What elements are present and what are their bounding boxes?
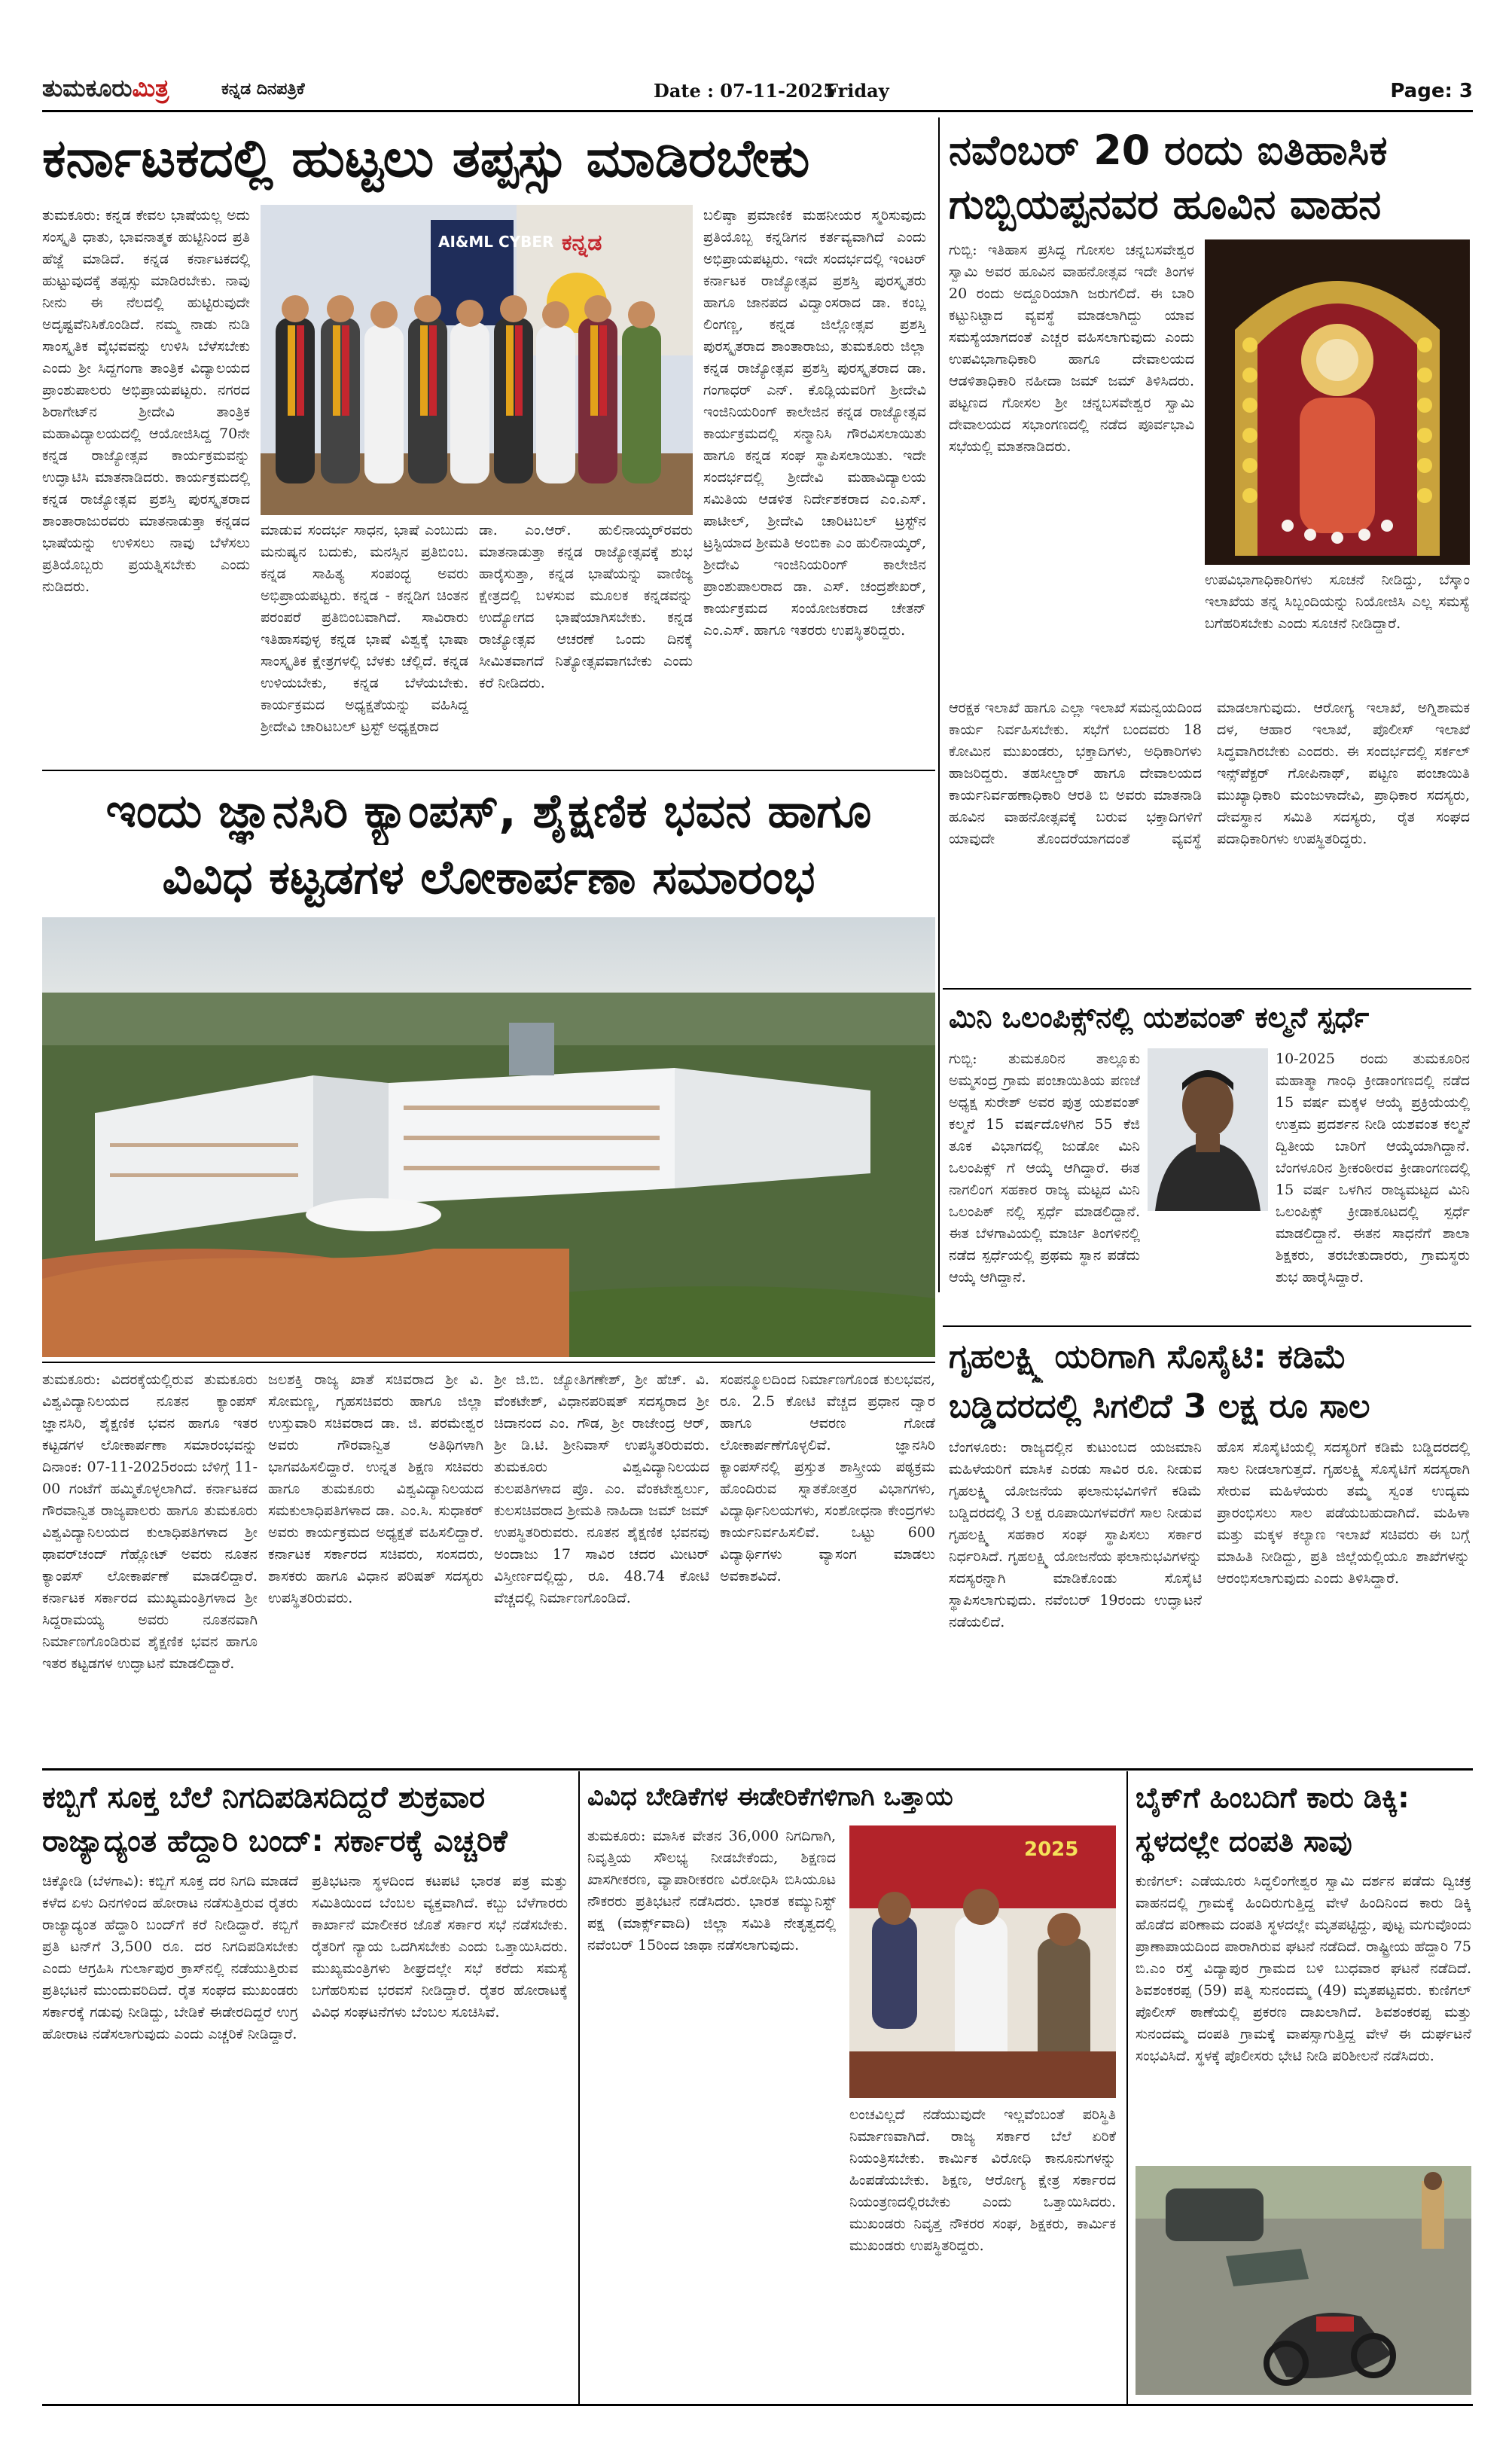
athlete-photo [1148,1048,1268,1211]
page-bottom-rule [42,2404,1473,2406]
masthead-rule [42,110,1473,112]
story7-headline: ವಿವಿಧ ಬೇಡಿಕೆಗಳ ಈಡೇರಿಕೆಗಳಿಗಾಗಿ ಒತ್ತಾಯ [587,1782,953,1812]
story5-headline-line2: ಬಡ್ಡಿದರದಲ್ಲಿ ಸಿಗಲಿದೆ 3 ಲಕ್ಷ ರೂ ಸಾಲ [949,1387,1370,1426]
story8-text: ಕುಣಿಗಲ್: ಎಡೆಯೂರು ಸಿದ್ಧಲಿಂಗೇಶ್ವರ ಸ್ವಾಮಿ ದರ್ಶನ ಪಡೆದು ದ್ವಿಚಕ್ರ ವಾಹನದಲ್ಲಿ ಗ್ರಾಮಕ್ಕೆ ಹಿಂದಿರುಗುತ್ತಿದ್ದ ವೇಳೆ ಹಿಂದಿನಿಂದ ಕಾರು ಡಿಕ್ಕಿ ಹೊಡೆದ ಪರಿಣಾಮ ದಂಪತಿ ಸ್ಥಳದಲ್ಲೇ ಮೃತಪಟ್ಟಿದ್ದು, ಪುಟ್ಟ ಮಗುವೊಂದು ಪ್ರಾಣಾಪಾಯದಿಂದ ಪಾರಾಗಿರುವ ಘಟನೆ ನಡೆದಿದೆ. ರಾಷ್ಟ್ರೀಯ ಹೆದ್ದಾರಿ 75 ಬಿ.ಎಂ ರಸ್ತೆ ವಿದ್ಯಾಪುರ ಗ್ರಾಮದ ಬಳಿ ಬುಧವಾರ ಘಟನೆ ನಡೆದಿದೆ. ಶಿವಶಂಕರಪ್ಪ (59) ಪತ್ನಿ ಸುನಂದಮ್ಮ (49) ಮೃತಪಟ್ಟವರು. ಕುಣಿಗಲ್ ಪೊಲೀಸ್ ಠಾಣೆಯಲ್ಲಿ ಪ್ರಕರಣ ದಾಖಲಾಗಿದೆ. ಶಿವಶಂಕರಪ್ಪ ಮತ್ತು ಸುನಂದಮ್ಮ ದಂಪತಿ ಗ್ರಾಮಕ್ಕೆ ವಾಪಸ್ಸಾಗುತ್ತಿದ್ದ ವೇಳೆ ಈ ದುರ್ಘಟನೆ ಸಂಭವಿಸಿದೆ. ಸ್ಥಳಕ್ಕೆ ಪೊಲೀಸರು ಭೇಟಿ ನೀಡಿ ಪರಿಶೀಲನೆ ನಡೆಸಿದರು. [1136,1873,1471,2064]
masthead [42,72,1473,105]
story6-headline-line1: ಕಬ್ಬಿಗೆ ಸೂಕ್ತ ಬೆಲೆ ನಿಗದಿಪಡಿಸದಿದ್ದರೆ ಶುಕ್ರವಾರ [42,1780,486,1815]
issue-date: Date : 07-11-2025 [654,80,836,102]
story8-headline-line1: ಬೈಕ್‌ಗೆ ಹಿಂಬದಿಗೆ ಕಾರು ಡಿಕ್ಕಿ: [1136,1781,1410,1814]
story1-bottom-rule [42,770,935,771]
story2-col4: ಸಂಪನ್ಮೂಲದಿಂದ ನಿರ್ಮಾಣಗೊಂಡ ಕುಲಭವನ, ರೂ. 2.5 ಕೋಟಿ ವೆಚ್ಚದ ಪ್ರಧಾನ ದ್ವಾರ ಹಾಗೂ ಆವರಣ ಗೋಡೆ ಲೋಕಾರ್ಪಣೆಗೊಳ್ಳಲಿವೆ. ಜ್ಞಾನಸಿರಿ ಕ್ಯಾಂಪಸ್‌ನಲ್ಲಿ ಪ್ರಸ್ತುತ ಶಾಸ್ತ್ರೀಯ ಪಠ್ಯಕ್ರಮ ಹೊಂದಿರುವ ಸ್ನಾತಕೋತ್ತರ ವಿಭಾಗಗಳು, ವಿದ್ಯಾರ್ಥಿನಿಲಯಗಳು, ಸಂಶೋಧನಾ ಕೇಂದ್ರಗಳು ಕಾರ್ಯನಿರ್ವಹಿಸಲಿವೆ. ಒಟ್ಟು 600 ವಿದ್ಯಾರ್ಥಿಗಳು ವ್ಯಾಸಂಗ ಮಾಡಲು ಅವಕಾಶವಿದೆ. [720,1371,935,1585]
banner-text-kannada: ಕನ್ನಡ [562,230,602,256]
story5-col1: ಬೆಂಗಳೂರು: ರಾಜ್ಯದಲ್ಲಿನ ಕುಟುಂಬದ ಯಜಮಾನಿ ಮಹಿಳೆಯರಿಗೆ ಮಾಸಿಕ ಎರಡು ಸಾವಿರ ರೂ. ನೀಡುವ ಗೃಹಲಕ್ಷ್ಮಿ ಯೋಜನೆಯ ಫಲಾನುಭವಿಗಳಿಗೆ ಕಡಿಮೆ ಬಡ್ಡಿದರದಲ್ಲಿ 3 ಲಕ್ಷ ರೂಪಾಯಿಗಳವರೆಗೆ ಸಾಲ ನೀಡುವ ಗೃಹಲಕ್ಷ್ಮಿ ಸಹಕಾರ ಸಂಘ ಸ್ಥಾಪಿಸಲು ಸರ್ಕಾರ ನಿರ್ಧರಿಸಿದೆ. ಗೃಹಲಕ್ಷ್ಮಿ ಯೋಜನೆಯ ಫಲಾನುಭವಿಗಳನ್ನು ಸದಸ್ಯರನ್ನಾಗಿ ಮಾಡಿಕೊಂಡು ಸೊಸೈಟಿ ಸ್ಥಾಪಿಸಲಾಗುವುದು. ನವೆಂಬರ್ 19ರಂದು ಉದ್ಘಾಟನೆ ನಡೆಯಲಿದೆ. [949,1439,1202,1630]
story6-col2: ಪ್ರತಿಭಟನಾ ಸ್ಥಳದಿಂದ ಕಟಪಟಿ ಭಾರತ ಪತ್ರ ಮತ್ತು ಸಮಿತಿಯಿಂದ ಬೆಂಬಲ ವ್ಯಕ್ತವಾಗಿದೆ. ಕಬ್ಬು ಬೆಳೆಗಾರರು ಕಾರ್ಖಾನೆ ಮಾಲೀಕರ ಜೊತೆ ಸರ್ಕಾರ ಸಭೆ ನಡೆಸಬೇಕು. ರೈತರಿಗೆ ನ್ಯಾಯ ಒದಗಿಸಬೇಕು ಎಂದು ಒತ್ತಾಯಿಸಿದರು. ಮುಖ್ಯಮಂತ್ರಿಗಳು ಶೀಘ್ರದಲ್ಲೇ ಸಭೆ ಕರೆದು ಸಮಸ್ಯೆ ಬಗೆಹರಿಸುವ ಭರವಸೆ ನೀಡಿದ್ದಾರೆ. ರೈತರ ಹೋರಾಟಕ್ಕೆ ವಿವಿಧ ಸಂಘಟನೆಗಳು ಬೆಂಬಲ ಸೂಚಿಸಿವೆ. [312,1873,568,2021]
story4-bottom-rule [943,1325,1471,1327]
story3-text-right: ಉಪವಿಭಾಗಾಧಿಕಾರಿಗಳು ಸೂಚನೆ ನೀಡಿದ್ದು, ಬೆಸ್ಕಾಂ ಇಲಾಖೆಯ ತನ್ನ ಸಿಬ್ಬಂದಿಯನ್ನು ನಿಯೋಜಿಸಿ ಎಲ್ಲ ಸಮಸ್ಯೆ ಬಗೆಹರಿಸಬೇಕು ಎಂದು ಸೂಚನೆ ನೀಡಿದ್ದಾರೆ. [1205,572,1470,632]
story1-col3: ಡಾ. ಎಂ.ಆರ್. ಹುಲಿನಾಯ್ಕರ್‌ರವರು ಮಾತನಾಡುತ್ತಾ ಕನ್ನಡ ರಾಜ್ಯೋತ್ಸವಕ್ಕೆ ಶುಭ ಹಾರೈಸುತ್ತಾ, ಕನ್ನಡ ಭಾಷೆಯನ್ನು ವಾಣಿಜ್ಯ ಕ್ಷೇತ್ರದಲ್ಲಿ ಬಳಸುವ ಮೂಲಕ ಕನ್ನಡವನ್ನು ಉದ್ಯೋಗದ ಭಾಷೆಯಾಗಿಸಬೇಕು. ಕನ್ನಡ ರಾಜ್ಯೋತ್ಸವ ಆಚರಣೆ ಒಂದು ದಿನಕ್ಕೆ ಸೀಮಿತವಾಗದೆ ನಿತ್ಯೋತ್ಸವವಾಗಬೇಕು ಎಂದು ಕರೆ ನೀಡಿದರು. [479,522,693,691]
story2-headline-line1: ಇಂದು ಜ್ಞಾನಸಿರಿ ಕ್ಯಾಂಪಸ್, ಶೈಕ್ಷಣಿಕ ಭವನ ಹಾಗೂ [105,783,872,838]
deity-photo [1205,239,1470,565]
story2-col2: ಜಲಶಕ್ತಿ ರಾಜ್ಯ ಖಾತೆ ಸಚಿವರಾದ ಶ್ರೀ ವಿ. ಸೋಮಣ್ಣ, ಗೃಹಸಚಿವರು ಹಾಗೂ ಜಿಲ್ಲಾ ಉಸ್ತುವಾರಿ ಸಚಿವರಾದ ಡಾ. ಜಿ. ಪರಮೇಶ್ವರ ಅವರು ಗೌರವಾನ್ವಿತ ಅತಿಥಿಗಳಾಗಿ ಭಾಗವಹಿಸಲಿದ್ದಾರೆ. ಉನ್ನತ ಶಿಕ್ಷಣ ಸಚಿವರು ಹಾಗೂ ತುಮಕೂರು ವಿಶ್ವವಿದ್ಯಾನಿಲಯದ ಸಮಕುಲಾಧಿಪತಿಗಳಾದ ಡಾ. ಎಂ.ಸಿ. ಸುಧಾಕರ್ ಅವರು ಕಾರ್ಯಕ್ರಮದ ಅಧ್ಯಕ್ಷತೆ ವಹಿಸಲಿದ್ದಾರೆ. ಕರ್ನಾಟಕ ಸರ್ಕಾರದ ಸಚಿವರು, ಸಂಸದರು, ಶಾಸಕರು ಹಾಗೂ ವಿಧಾನ ಪರಿಷತ್ ಸದಸ್ಯರು ಉಪಸ್ಥಿತರಿರುವರು. [268,1371,483,1606]
story3-text-top: ಗುಬ್ಬಿ: ಇತಿಹಾಸ ಪ್ರಸಿದ್ಧ ಗೋಸಲ ಚನ್ನಬಸವೇಶ್ವರ ಸ್ವಾಮಿ ಅವರ ಹೂವಿನ ವಾಹನೋತ್ಸವ ಇದೇ ತಿಂಗಳ 20 ರಂದು ಅದ್ದೂರಿಯಾಗಿ ಜರುಗಲಿದೆ. ಈ ಬಾರಿ ಕಟ್ಟುನಿಟ್ಟಾದ ವ್ಯವಸ್ಥೆ ಮಾಡಲಾಗಿದ್ದು ಯಾವ ಸಮಸ್ಯೆಯಾಗದಂತೆ ಎಚ್ಚರ ವಹಿಸಲಾಗುವುದು ಎಂದು ಉಪವಿಭಾಗಾಧಿಕಾರಿ ಹಾಗೂ ದೇವಾಲಯದ ಆಡಳಿತಾಧಿಕಾರಿ ನಹೀದಾ ಜಮ್ ಜಮ್ ತಿಳಿಸಿದರು. ಪಟ್ಟಣದ ಗೋಸಲ ಶ್ರೀ ಚನ್ನಬಸವೇಶ್ವರ ಸ್ವಾಮಿ ದೇವಾಲಯದ ಸಭಾಂಗಣದಲ್ಲಿ ನಡೆದ ಪೂರ್ವಭಾವಿ ಸಭೆಯಲ್ಲಿ ಮಾತನಾಡಿದರು. [949,242,1194,455]
story1-col1: ತುಮಕೂರು: ಕನ್ನಡ ಕೇವಲ ಭಾಷೆಯಲ್ಲ ಅದು ಸಂಸ್ಕೃತಿ ಧಾತು, ಭಾವನಾತ್ಮಕ ಹುಟ್ಟಿನಿಂದ ಪ್ರತಿ ಹೆಜ್ಜೆ ಮಾಡಿದೆ. ಕನ್ನಡ ಕರ್ನಾಟಕದಲ್ಲಿ ಹುಟ್ಟುವುದಕ್ಕೆ ತಪ್ಪಸ್ಸು ಮಾಡಿರಬೇಕು. ನಾವು ನೀನು ಈ ನೆಲದಲ್ಲಿ ಹುಟ್ಟಿರುವುದೇ ಅದೃಷ್ಟವೆನಿಸಿಕೊಂಡಿದೆ. ನಮ್ಮ ನಾಡು ನುಡಿ ಸಾಂಸ್ಕೃತಿಕ ವೈಭವವನ್ನು ಉಳಿಸಿ ಬೆಳೆಸಬೇಕು ಎಂದು ಶ್ರೀ ಸಿದ್ದಗಂಗಾ ತಾಂತ್ರಿಕ ವಿದ್ಯಾಲಯದ ಪ್ರಾಂಶುಪಾಲರು ಅಭಿಪ್ರಾಯಪಟ್ಟರು. ನಗರದ ಶಿರಾಗೇಟ್‌ನ ಶ್ರೀದೇವಿ ತಾಂತ್ರಿಕ ಮಹಾವಿದ್ಯಾಲಯದಲ್ಲಿ ಆಯೋಜಿಸಿದ್ದ 70ನೇ ಕನ್ನಡ ರಾಜ್ಯೋತ್ಸವ ಕಾರ್ಯಕ್ರಮವನ್ನು ಉದ್ಘಾಟಿಸಿ ಮಾತನಾಡಿದರು. ಕಾರ್ಯಕ್ರಮದಲ್ಲಿ ಕನ್ನಡ ರಾಜ್ಯೋತ್ಸವ ಪ್ರಶಸ್ತಿ ಪುರಸ್ಕೃತರಾದ ಶಾಂತಾರಾಜುರವರು ಮಾತನಾಡುತ್ತಾ ಕನ್ನಡದ ಭಾಷೆಯನ್ನು ಉಳಿಸಲು ನಾವು ಬೆಳೆಸಲು ಪ್ರತಿಯೊಬ್ಬರು ಪ್ರಯತ್ನಿಸಬೇಕು ಎಂದು ನುಡಿದರು. [42,207,250,595]
story7-col2: ಲಂಚವಿಲ್ಲದೆ ನಡೆಯುವುದೇ ಇಲ್ಲವೆಂಬಂತೆ ಪರಿಸ್ಥಿತಿ ನಿರ್ಮಾಣವಾಗಿದೆ. ರಾಜ್ಯ ಸರ್ಕಾರ ಬೆಲೆ ಏರಿಕೆ ನಿಯಂತ್ರಿಸಬೇಕು. ಕಾರ್ಮಿಕ ವಿರೋಧಿ ಕಾನೂನುಗಳನ್ನು ಹಿಂಪಡೆಯಬೇಕು. ಶಿಕ್ಷಣ, ಆರೋಗ್ಯ ಕ್ಷೇತ್ರ ಸರ್ಕಾರದ ನಿಯಂತ್ರಣದಲ್ಲಿರಬೇಕು ಎಂದು ಒತ್ತಾಯಿಸಿದರು. ಮುಖಂಡರು ನಿವೃತ್ತ ನೌಕರರ ಸಂಘ, ಶಿಕ್ಷಕರು, ಕಾರ್ಮಿಕ ಮುಖಂಡರು ಉಪಸ್ಥಿತರಿದ್ದರು. [849,2106,1116,2254]
story2-col3: ಶ್ರೀ ಜಿ.ಬಿ. ಜ್ಯೋತಿಗಣೇಶ್, ಶ್ರೀ ಹೆಚ್. ವಿ. ವೆಂಕಟೇಶ್, ವಿಧಾನಪರಿಷತ್ ಸದಸ್ಯರಾದ ಶ್ರೀ ಚಿದಾನಂದ ಎಂ. ಗೌಡ, ಶ್ರೀ ರಾಜೇಂದ್ರ ಆರ್, ಶ್ರೀ ಡಿ.ಟಿ. ಶ್ರೀನಿವಾಸ್ ಉಪಸ್ಥಿತರಿರುವರು. ತುಮಕೂರು ವಿಶ್ವವಿದ್ಯಾನಿಲಯದ ಕುಲಪತಿಗಳಾದ ಪ್ರೊ. ಎಂ. ವೆಂಕಟೇಶ್ವರ್ಲು, ಕುಲಸಚಿವರಾದ ಶ್ರೀಮತಿ ನಾಹಿದಾ ಜಮ್ ಜಮ್ ಉಪಸ್ಥಿತರಿರುವರು. ನೂತನ ಶೈಕ್ಷಣಿಕ ಭವನವು ಅಂದಾಜು 17 ಸಾವಿರ ಚದರ ಮೀಟರ್ ವಿಸ್ತೀರ್ಣದಲ್ಲಿದ್ದು, ರೂ. 48.74 ಕೋಟಿ ವೆಚ್ಚದಲ್ಲಿ ನಿರ್ಮಾಣಗೊಂಡಿದೆ. [494,1371,709,1606]
story3-headline-line2: ಗುಬ್ಬಿಯಪ್ಪನವರ ಹೂವಿನ ವಾಹನ [949,181,1382,228]
story8-headline-line2: ಸ್ಥಳದಲ್ಲೇ ದಂಪತಿ ಸಾವು [1136,1825,1352,1858]
story6-col1: ಚಿಕ್ಕೋಡಿ (ಬೆಳಗಾವಿ): ಕಬ್ಬಿಗೆ ಸೂಕ್ತ ದರ ನಿಗದಿ ಮಾಡದೆ ಕಳೆದ ಏಳು ದಿನಗಳಿಂದ ಹೋರಾಟ ನಡೆಸುತ್ತಿರುವ ರೈತರು ರಾಜ್ಯಾದ್ಯಂತ ಹೆದ್ದಾರಿ ಬಂದ್‌ಗೆ ಕರೆ ನೀಡಿದ್ದಾರೆ. ಕಬ್ಬಿಗೆ ಪ್ರತಿ ಟನ್‌ಗೆ 3,500 ರೂ. ದರ ನಿಗದಿಪಡಿಸಬೇಕು ಎಂದು ಆಗ್ರಹಿಸಿ ಗುರ್ಲಾಪುರ ಕ್ರಾಸ್‌ನಲ್ಲಿ ನಡೆಯುತ್ತಿರುವ ಪ್ರತಿಭಟನೆ ಮುಂದುವರಿದಿದೆ. ರೈತ ಸಂಘದ ಮುಖಂಡರು ಸರ್ಕಾರಕ್ಕೆ ಗಡುವು ನೀಡಿದ್ದು, ಬೇಡಿಕೆ ಈಡೇರದಿದ್ದರೆ ಉಗ್ರ ಹೋರಾಟ ನಡೆಸಲಾಗುವುದು ಎಂದು ಎಚ್ಚರಿಕೆ ನೀಡಿದ್ದಾರೆ. [42,1873,298,2042]
lower-divider-1 [578,1771,580,2404]
story2-photo-rule [42,1362,935,1363]
story3-text-bottom: ಆರಕ್ಷಕ ಇಲಾಖೆ ಹಾಗೂ ಎಲ್ಲಾ ಇಲಾಖೆ ಸಮನ್ವಯದಿಂದ ಕಾರ್ಯ ನಿರ್ವಹಿಸಬೇಕು. ಸಭೆಗೆ ಬಂದವರು 18 ಕೋಮಿನ ಮುಖಂಡರು, ಭಕ್ತಾದಿಗಳು, ಅಧಿಕಾರಿಗಳು ಹಾಜರಿದ್ದರು. ತಹಸೀಲ್ದಾರ್ ಹಾಗೂ ದೇವಾಲಯದ ಕಾರ್ಯನಿರ್ವಹಣಾಧಿಕಾರಿ ಆರತಿ ಬಿ ಅವರು ಮಾತನಾಡಿ ಹೂವಿನ ವಾಹನೋತ್ಸವಕ್ಕೆ ಬರುವ ಭಕ್ತಾದಿಗಳಿಗೆ ಯಾವುದೇ ತೊಂದರೆಯಾಗದಂತೆ ವ್ಯವಸ್ಥೆ ಮಾಡಲಾಗುವುದು. ಆರೋಗ್ಯ ಇಲಾಖೆ, ಅಗ್ನಿಶಾಮಕ ದಳ, ಆಹಾರ ಇಲಾಖೆ, ಪೊಲೀಸ್ ಇಲಾಖೆ ಸಿದ್ಧವಾಗಿರಬೇಕು ಎಂದರು. ಈ ಸಂದರ್ಭದಲ್ಲಿ ಸರ್ಕಲ್ ಇನ್ಸ್‌ಪೆಕ್ಟರ್ ಗೋಪಿನಾಥ್, ಪಟ್ಟಣ ಪಂಚಾಯಿತಿ ಮುಖ್ಯಾಧಿಕಾರಿ ಮಂಜುಳಾದೇವಿ, ಪ್ರಾಧಿಕಾರ ಸದಸ್ಯರು, ದೇವಸ್ಥಾನ ಸಮಿತಿ ಸದಸ್ಯರು, ರೈತ ಸಂಘದ ಪದಾಧಿಕಾರಿಗಳು ಉಪಸ್ಥಿತರಿದ್ದರು. [949,700,1470,847]
story7-col1: ತುಮಕೂರು: ಮಾಸಿಕ ವೇತನ 36,000 ನಿಗದಿಗಾಗಿ, ನಿವೃತ್ತಿಯ ಸೌಲಭ್ಯ ನೀಡಬೇಕೆಂದು, ಶಿಕ್ಷಣದ ಖಾಸಗೀಕರಣ, ವ್ಯಾಪಾರೀಕರಣ ವಿರೋಧಿಸಿ ಬಿಸಿಯೂಟ ನೌಕರರು ಪ್ರತಿಭಟನೆ ನಡೆಸಿದರು. ಭಾರತ ಕಮ್ಯುನಿಸ್ಟ್ ಪಕ್ಷ (ಮಾರ್ಕ್ಸ್‌ವಾದಿ) ಜಿಲ್ಲಾ ಸಮಿತಿ ನೇತೃತ್ವದಲ್ಲಿ ನವೆಂಬರ್ 15ರಿಂದ ಜಾಥಾ ನಡೆಸಲಾಗುವುದು. [587,1828,836,1954]
story3-headline-line1: ನವೆಂಬರ್ 20 ರಂದು ಐತಿಹಾಸಿಕ [949,127,1388,174]
flower-decorated-deity-illustration [1205,239,1470,565]
story4-text-left: ಗುಬ್ಬಿ: ತುಮಕೂರಿನ ತಾಲ್ಲೂಕು ಅಮ್ಮಸಂದ್ರ ಗ್ರಾಮ ಪಂಚಾಯಿತಿಯ ಪಣಜೆ ಅಧ್ಯಕ್ಷ ಸುರೇಶ್ ಅವರ ಪುತ್ರ ಯಶವಂತ್ ಕಲ್ಮನೆ 15 ವರ್ಷದೊಳಗಿನ 55 ಕೆಜಿ ತೂಕ ವಿಭಾಗದಲ್ಲಿ ಜುಡೋ ಮಿನಿ ಒಲಂಪಿಕ್ಸ್ ಗೆ ಆಯ್ಕೆ ಆಗಿದ್ದಾರೆ. ಈತ ನಾಗಲಿಂಗ ಸಹಕಾರ ರಾಜ್ಯ ಮಟ್ಟದ ಮಿನಿ ಒಲಂಪಿಕ್ ನಲ್ಲಿ ಸ್ಪರ್ಧೆ ಮಾಡಲಿದ್ದಾನೆ. ಈತ ಬೆಳಗಾವಿಯಲ್ಲಿ ಮಾರ್ಚಿ ತಿಂಗಳಿನಲ್ಲಿ ನಡೆದ ಸ್ಪರ್ಧೆಯಲ್ಲಿ ಪ್ರಥಮ ಸ್ಥಾನ ಪಡೆದು ಆಯ್ಕೆ ಆಗಿದ್ದಾನೆ. [949,1051,1140,1286]
newspaper-logo: ತುಮಕೂರುಮಿತ್ರ [42,74,169,102]
story6-headline-line2: ರಾಜ್ಯಾದ್ಯಂತ ಹೆದ್ದಾರಿ ಬಂದ್: ಸರ್ಕಾರಕ್ಕೆ ಎಚ್ಚರಿಕೆ [42,1824,508,1859]
story5-headline-line1: ಗೃಹಲಕ್ಷ್ಮಿ ಯರಿಗಾಗಿ ಸೊಸೈಟಿ: ಕಡಿಮೆ [949,1337,1347,1376]
lower-divider-2 [1126,1771,1128,2404]
story5-col2: ಹೊಸ ಸೊಸೈಟಿಯಲ್ಲಿ ಸದಸ್ಯರಿಗೆ ಕಡಿಮೆ ಬಡ್ಡಿದರದಲ್ಲಿ ಸಾಲ ನೀಡಲಾಗುತ್ತದೆ. ಗೃಹಲಕ್ಷ್ಮಿ ಸೊಸೈಟಿಗೆ ಸದಸ್ಯರಾಗಿ ಸೇರುವ ಮಹಿಳೆಯರು ತಮ್ಮ ಸ್ವಂತ ಉದ್ಯಮ ಪ್ರಾರಂಭಿಸಲು ಸಾಲ ಪಡೆಯಬಹುದಾಗಿದೆ. ಮಹಿಳಾ ಮತ್ತು ಮಕ್ಕಳ ಕಲ್ಯಾಣ ಇಲಾಖೆ ಸಚಿವರು ಈ ಬಗ್ಗೆ ಮಾಹಿತಿ ನೀಡಿದ್ದು, ಪ್ರತಿ ಜಿಲ್ಲೆಯಲ್ಲಿಯೂ ಶಾಖೆಗಳನ್ನು ಆರಂಭಿಸಲಾಗುವುದು ಎಂದು ತಿಳಿಸಿದ್ದಾರೆ. [1217,1439,1470,1587]
page-number: Page: 3 [1390,80,1473,102]
campus-photo [42,917,935,1357]
lower-section-rule [42,1768,1473,1771]
protest-meeting-illustration [849,1825,1116,2098]
story2-headline-line2: ವಿವಿಧ ಕಟ್ಟಡಗಳ ಲೋಕಾರ್ಪಣಾ ಸಮಾರಂಭ [162,849,815,904]
story1-headline: ಕರ್ನಾಟಕದಲ್ಲಿ ಹುಟ್ಟಲು ತಪ್ಪಸ್ಸು ಮಾಡಿರಬೇಕು [42,127,810,189]
story3-bottom-rule [943,988,1471,990]
story2-col1: ತುಮಕೂರು: ವಿದರಕ್ಕೆಯಲ್ಲಿರುವ ತುಮಕೂರು ವಿಶ್ವವಿದ್ಯಾನಿಲಯದ ನೂತನ ಕ್ಯಾಂಪಸ್ ಜ್ಞಾನಸಿರಿ, ಶೈಕ್ಷಣಿಕ ಭವನ ಹಾಗೂ ಇತರ ಕಟ್ಟಡಗಳ ಲೋಕಾರ್ಪಣಾ ಸಮಾರಂಭವನ್ನು ದಿನಾಂಕ: 07-11-2025ರಂದು ಬೆಳಿಗ್ಗೆ 11-00 ಗಂಟೆಗೆ ಹಮ್ಮಿಕೊಳ್ಳಲಾಗಿದೆ. ಕರ್ನಾಟಕದ ಗೌರವಾನ್ವಿತ ರಾಜ್ಯಪಾಲರು ಹಾಗೂ ತುಮಕೂರು ವಿಶ್ವವಿದ್ಯಾನಿಲಯದ ಕುಲಾಧಿಪತಿಗಳಾದ ಶ್ರೀ ಥಾವರ್‌ಚಂದ್ ಗೆಹ್ಲೋಟ್ ಅವರು ನೂತನ ಕ್ಯಾಂಪಸ್ ಲೋಕಾರ್ಪಣೆ ಮಾಡಲಿದ್ದಾರೆ. ಕರ್ನಾಟಕ ಸರ್ಕಾರದ ಮುಖ್ಯಮಂತ್ರಿಗಳಾದ ಶ್ರೀ ಸಿದ್ದರಾಮಯ್ಯ ಅವರು ನೂತನವಾಗಿ ನಿರ್ಮಾಣಗೊಂಡಿರುವ ಶೈಕ್ಷಣಿಕ ಭವನ ಹಾಗೂ ಇತರ ಕಟ್ಟಡಗಳ ಉದ್ಘಾಟನೆ ಮಾಡಲಿದ್ದಾರೆ. [42,1371,258,1672]
group-photo-illustration [261,205,693,515]
protest-photo [849,1825,1116,2098]
road-accident-illustration [1136,2166,1471,2395]
athlete-portrait-illustration [1148,1048,1268,1211]
banner-text: AI&ML CYBER [438,233,554,251]
story1-col4: ಬಲಿಷ್ಠಾ ಪ್ರಮಾಣಿಕ ಮಹನೀಯರ ಸ್ಮರಿಸುವುದು ಪ್ರತಿಯೊಬ್ಬ ಕನ್ನಡಿಗನ ಕರ್ತವ್ಯವಾಗಿದೆ ಎಂದು ಅಭಿಪ್ರಾಯಪಟ್ಟರು. ಇದೇ ಸಂದರ್ಭದಲ್ಲಿ ಇಂಟರ್ ಕರ್ನಾಟಕ ರಾಜ್ಯೋತ್ಸವ ಪ್ರಶಸ್ತಿ ಪುರಸ್ಕೃತರು ಹಾಗೂ ಜಾನಪದ ವಿದ್ವಾಂಸರಾದ ಡಾ. ಕಂಬ್ಲ ಲಿಂಗಣ್ಣ, ಕನ್ನಡ ಜಿಲ್ಲೋತ್ಸವ ಪ್ರಶಸ್ತಿ ಪುರಸ್ಕೃತರಾದ ಶಾಂತಾರಾಜು, ತುಮಕೂರು ಜಿಲ್ಲಾ ಕನ್ನಡ ರಾಜ್ಯೋತ್ಸವ ಪ್ರಶಸ್ತಿ ಪುರಸ್ಕೃತರಾದ ಡಾ. ಗಂಗಾಧರ್ ಎನ್. ಕೊಡ್ಲಿಯವರಿಗೆ ಶ್ರೀದೇವಿ ಇಂಜಿನಿಯರಿಂಗ್ ಕಾಲೇಜಿನ ಕನ್ನಡ ರಾಜ್ಯೋತ್ಸವ ಕಾರ್ಯಕ್ರಮದಲ್ಲಿ ಸನ್ಮಾನಿಸಿ ಗೌರವಿಸಲಾಯಿತು ಹಾಗೂ ಕನ್ನಡ ಸಂಘ ಸ್ಥಾಪಿಸಲಾಯಿತು. ಇದೇ ಸಂದರ್ಭದಲ್ಲಿ ಶ್ರೀದೇವಿ ಮಹಾವಿದ್ಯಾಲಯ ಸಮಿತಿಯ ಆಡಳಿತ ನಿರ್ದೇಶಕರಾದ ಎಂ.ಎಸ್. ಪಾಟೀಲ್, ಶ್ರೀದೇವಿ ಚಾರಿಟಬಲ್ ಟ್ರಸ್ಟ್‌ನ ಟ್ರಸ್ಟಿಯಾದ ಶ್ರೀಮತಿ ಅಂಬಿಕಾ ಎಂ ಹುಲಿನಾಯ್ಕರ್, ಶ್ರೀದೇವಿ ಇಂಜಿನಿಯರಿಂಗ್ ಕಾಲೇಜಿನ ಪ್ರಾಂಶುಪಾಲರಾದ ಡಾ. ಎಸ್. ಚಂದ್ರಶೇಖರ್, ಕಾರ್ಯಕ್ರಮದ ಸಂಯೋಜಕರಾದ ಚೇತನ್ ಎಂ.ಎಸ್. ಹಾಗೂ ಇತರರು ಉಪಸ್ಥಿತರಿದ್ದರು. [703,207,926,639]
campus-aerial-illustration [42,917,935,1357]
story1-col2: ಮಾಡುವ ಸಂದರ್ಭ ಸಾಧನ, ಭಾಷೆ ಎಂಬುದು ಮನುಷ್ಯನ ಬದುಕು, ಮನಸ್ಸಿನ ಪ್ರತಿಬಿಂಬ. ಕನ್ನಡ ಸಾಹಿತ್ಯ ಸಂಪಂದ್ಭ ಅವರು ಅಭಿಪ್ರಾಯಪಟ್ಟರು. ಕನ್ನಡ - ಕನ್ನಡಿಗ ಚಿಂತನ ಪರಂಪರೆ ಪ್ರತಿಬಿಂಬವಾಗಿದೆ. ಸಾವಿರಾರು ಇತಿಹಾಸವುಳ್ಳ ಕನ್ನಡ ಭಾಷೆ ವಿಶ್ವಕ್ಕೆ ಭಾಷಾ ಸಾಂಸ್ಕೃತಿಕ ಕ್ಷೇತ್ರಗಳಲ್ಲಿ ಬೆಳಕು ಚೆಲ್ಲಿದೆ. ಕನ್ನಡ ಉಳಿಯಬೇಕು, ಕನ್ನಡ ಬೆಳೆಯಬೇಕು. ಕಾರ್ಯಕ್ರಮದ ಅಧ್ಯಕ್ಷತೆಯನ್ನು ವಹಿಸಿದ್ದ ಶ್ರೀದೇವಿ ಚಾರಿಟಬಲ್ ಟ್ರಸ್ಟ್ ಅಧ್ಯಕ್ಷರಾದ [261,522,468,735]
masthead-tagline: ಕನ್ನಡ ದಿನಪತ್ರಿಕೆ [221,80,305,99]
story4-headline: ಮಿನಿ ಒಲಂಪಿಕ್ಸ್‌ನಲ್ಲಿ ಯಶವಂತ್ ಕಲ್ಮನೆ ಸ್ಪರ್ಧೆ [949,1001,1370,1034]
banner-year: 2025 [1024,1838,1079,1861]
column-divider [938,117,940,1292]
accident-photo [1136,2166,1471,2395]
story1-photo [261,205,693,515]
issue-weekday: Friday [825,80,889,102]
story4-text-right: 10-2025 ರಂದು ತುಮಕೂರಿನ ಮಹಾತ್ಮಾ ಗಾಂಧಿ ಕ್ರೀಡಾಂಗಣದಲ್ಲಿ ನಡೆದ 15 ವರ್ಷ ಮಕ್ಕಳ ಆಯ್ಕೆ ಪ್ರಕ್ರಿಯೆಯಲ್ಲಿ ಉತ್ತಮ ಪ್ರದರ್ಶನ ನೀಡಿ ಯಶವಂತ ಕಲ್ಮನೆ ದ್ವಿತೀಯ ಬಾರಿಗೆ ಆಯ್ಕೆಯಾಗಿದ್ದಾನೆ. ಬೆಂಗಳೂರಿನ ಶ್ರೀಕಂಠೀರವ ಕ್ರೀಡಾಂಗಣದಲ್ಲಿ 15 ವರ್ಷ ಒಳಗಿನ ರಾಜ್ಯಮಟ್ಟದ ಮಿನಿ ಒಲಂಪಿಕ್ಸ್ ಕ್ರೀಡಾಕೂಟದಲ್ಲಿ ಸ್ಪರ್ಧೆ ಮಾಡಲಿದ್ದಾನೆ. ಈತನ ಸಾಧನೆಗೆ ಶಾಲಾ ಶಿಕ್ಷಕರು, ತರಬೇತುದಾರರು, ಗ್ರಾಮಸ್ಥರು ಶುಭ ಹಾರೈಸಿದ್ದಾರೆ. [1276,1051,1470,1286]
